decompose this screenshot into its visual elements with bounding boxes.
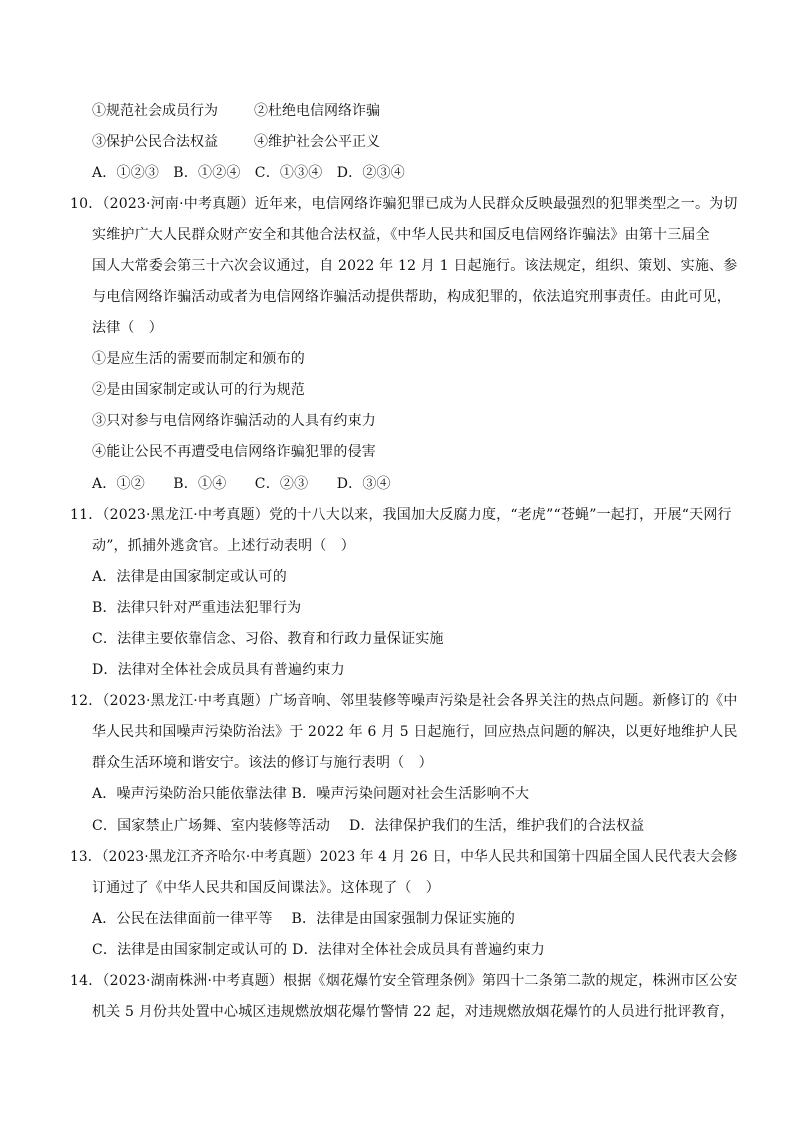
q13-choices-cd: C．法律是由国家制定或认可的 D．法律对全体社会成员具有普遍约束力 — [92, 942, 545, 958]
q10-statement-4: ④能让公民不再遭受电信网络诈骗犯罪的侵害 — [92, 444, 376, 460]
q13-line-1: 13．（2023·黑龙江齐齐哈尔·中考真题）2023 年 4 月 26 日，中华人民共和国第十四届全国人民代表大会修 — [70, 849, 738, 865]
q10-statement-2: ②是由国家制定或认可的行为规范 — [92, 382, 305, 398]
q12-line-2: 华人民共和国噪声污染防治法》于 2022 年 6 月 5 日起施行，回应热点问题的解决，以更好地维护人民 — [92, 724, 738, 740]
q11-line-1: 11．（2023·黑龙江·中考真题）党的十八大以来，我国加大反腐力度，“老虎”“苍蝇”一起打，开展“天网行 — [70, 507, 732, 523]
q10-line-3: 国人大常委会第三十六次会议通过，自 2022 年 12 月 1 日起施行。该法规定，组织、策划、实施、参 — [92, 258, 738, 274]
q9-option-4: ④维护社会公平正义 — [254, 134, 380, 150]
q12-line-1: 12．（2023·黑龙江·中考真题）广场音响、邻里装修等噪声污染是社会各界关注的热点问题。新修订的《中 — [70, 693, 738, 709]
q13-choices-ab: A．公民在法律面前一律平等 B．法律是由国家强制力保证实施的 — [92, 911, 516, 927]
q9-option-2: ②杜绝电信网络诈骗 — [254, 103, 380, 119]
q10-line-5: 法律（ ） — [92, 320, 163, 336]
q13-line-2: 订通过了《中华人民共和国反间谍法》。这体现了（ ） — [92, 880, 440, 896]
q12-choices-ab: A．噪声污染防治只能依靠法律 B．噪声污染问题对社会生活影响不大 — [92, 786, 530, 802]
q11-choice-c: C．法律主要依靠信念、习俗、教育和行政力量保证实施 — [92, 631, 444, 647]
q14-line-2: 机关 5 月份共处置中心城区违规燃放烟花爆竹警情 22 起，对违规燃放烟花爆竹的人员进行批评教育， — [92, 1004, 735, 1020]
q10-statement-3: ③只对参与电信网络诈骗活动的人具有约束力 — [92, 413, 376, 429]
q11-line-2: 动”，抓捕外逃贪官。上述行动表明（ ） — [92, 538, 355, 554]
q10-statement-1: ①是应生活的需要而制定和颁布的 — [92, 351, 305, 367]
q10-line-1: 10．（2023·河南·中考真题）近年来，电信网络诈骗犯罪已成为人民群众反映最强烈的犯罪类型之一。为切 — [70, 196, 738, 212]
q9-option-1: ①规范社会成员行为 — [92, 103, 218, 119]
q11-choice-d: D．法律对全体社会成员具有普遍约束力 — [92, 662, 345, 678]
q12-line-3: 群众生活环境和谐安宁。该法的修订与施行表明（ ） — [92, 755, 433, 771]
q9-option-3: ③保护公民合法权益 — [92, 134, 218, 150]
q10-line-2: 实维护广大人民群众财产安全和其他合法权益，《中华人民共和国反电信网络诈骗法》由第十三届全 — [92, 227, 710, 243]
q11-choice-b: B．法律只针对严重违法犯罪行为 — [92, 600, 302, 616]
q11-choice-a: A．法律是由国家制定或认可的 — [92, 569, 287, 585]
q10-line-4: 与电信网络诈骗活动或者为电信网络诈骗活动提供帮助，构成犯罪的，依法追究刑事责任。由此可见， — [92, 289, 731, 305]
q10-answers: A．①② B．①④ C．②③ D．③④ — [92, 476, 391, 492]
q9-answers: A．①②③ B．①②④ C．①③④ D．②③④ — [92, 165, 405, 181]
q12-choices-cd: C．国家禁止广场舞、室内装修等活动 D．法律保护我们的生活，维护我们的合法权益 — [92, 818, 645, 834]
q14-line-1: 14．（2023·湖南株洲·中考真题）根据《烟花爆竹安全管理条例》第四十二条第二款的规定，株洲市区公安 — [70, 973, 738, 989]
